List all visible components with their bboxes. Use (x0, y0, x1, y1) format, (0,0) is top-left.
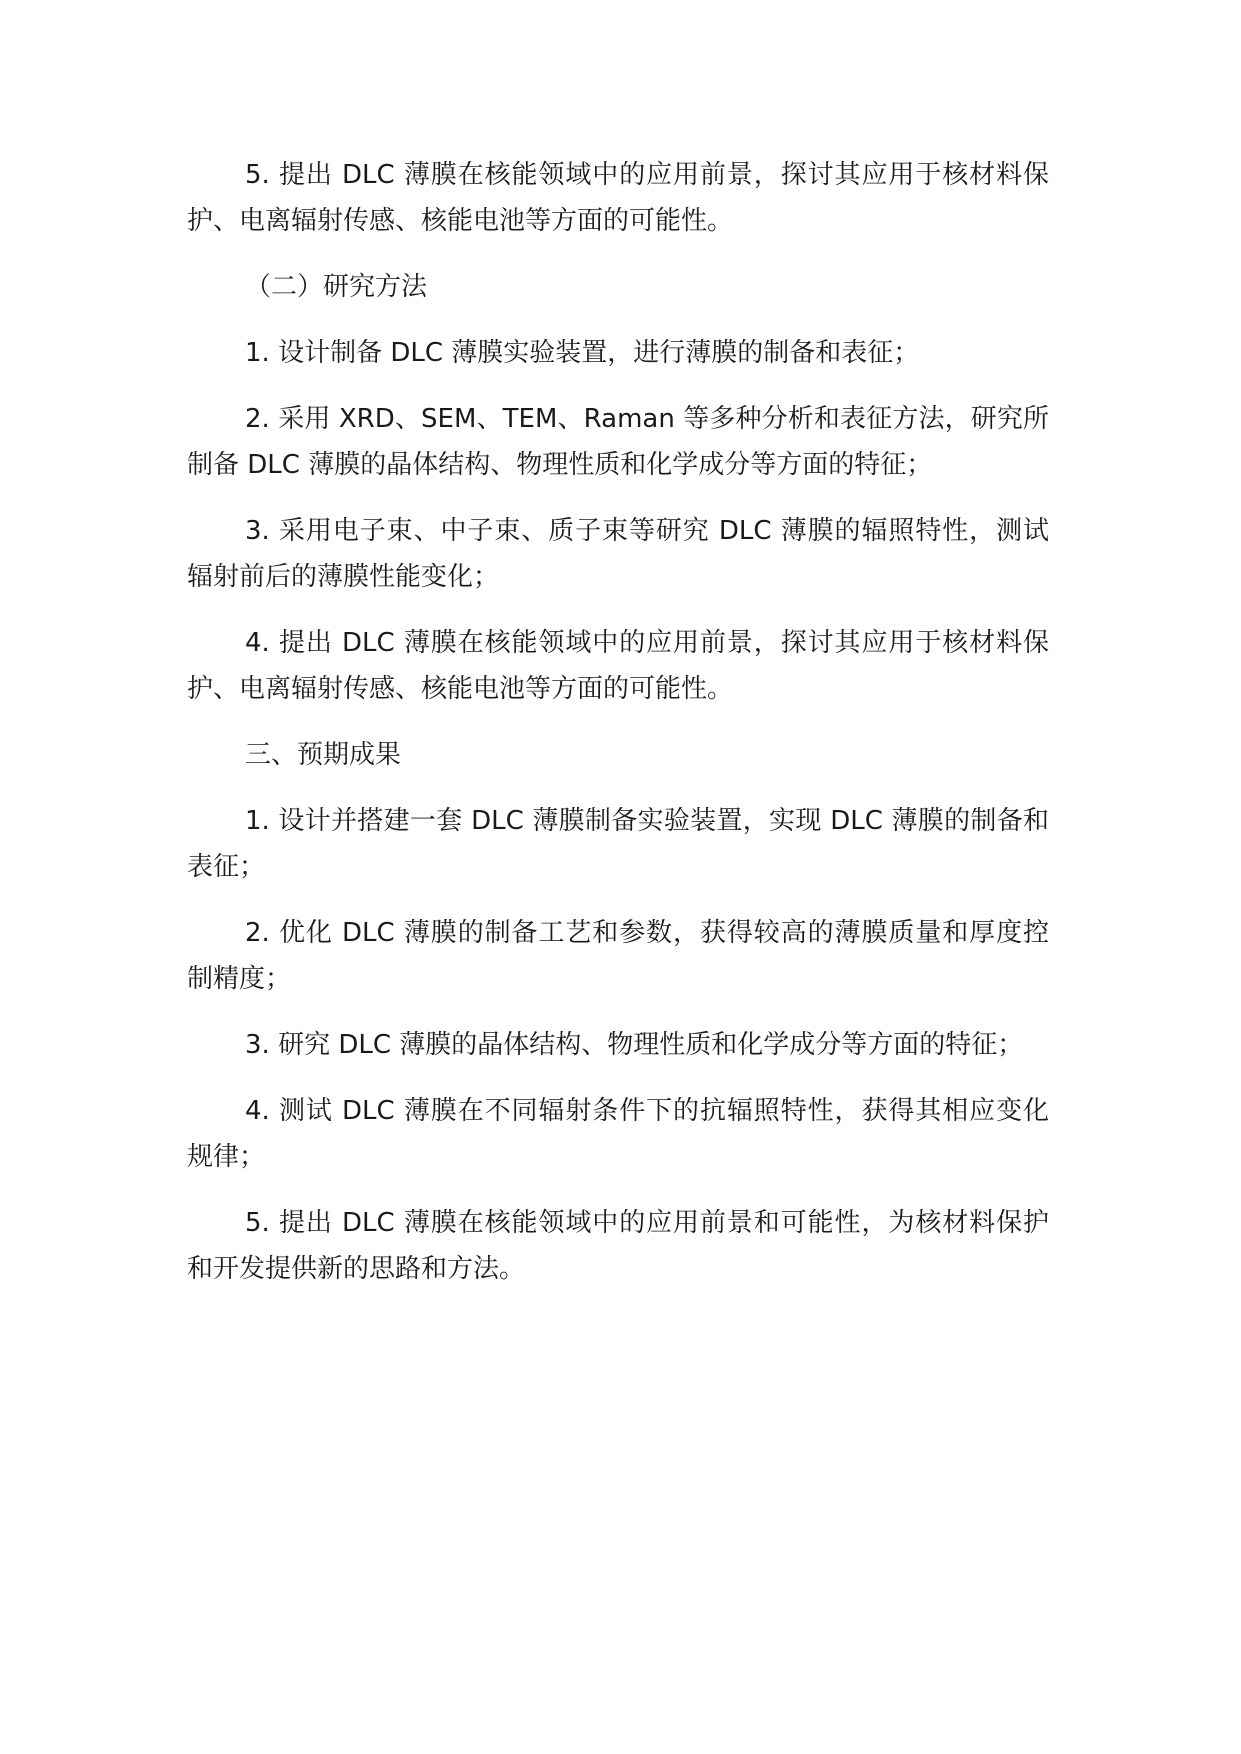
paragraph-method-1: 1. 设计制备 DLC 薄膜实验装置，进行薄膜的制备和表征； (245, 338, 920, 368)
document-body (187, 152, 1049, 1312)
paragraph-objective-5: 5. 提出 DLC 薄膜在核能领域中的应用前景，探讨其应用于核材料保护、电离辐射传感、核能电池等方面的可能性。 (187, 160, 1049, 236)
paragraph-method-3: 3. 采用电子束、中子束、质子束等研究 DLC 薄膜的辐照特性，测试辐射前后的薄膜性能变化； (187, 516, 1049, 592)
paragraph-result-1: 1. 设计并搭建一套 DLC 薄膜制备实验装置，实现 DLC 薄膜的制备和表征； (187, 806, 1049, 882)
paragraph-result-4: 4. 测试 DLC 薄膜在不同辐射条件下的抗辐照特性，获得其相应变化规律； (187, 1096, 1049, 1172)
paragraph-method-2: 2. 采用 XRD、SEM、TEM、Raman 等多种分析和表征方法，研究所制备 DLC 薄膜的晶体结构、物理性质和化学成分等方面的特征； (187, 404, 1049, 480)
section-heading-research-methods: （二）研究方法 (245, 272, 428, 302)
paragraph-method-4: 4. 提出 DLC 薄膜在核能领域中的应用前景，探讨其应用于核材料保护、电离辐射传感、核能电池等方面的可能性。 (187, 628, 1049, 704)
paragraph-result-5: 5. 提出 DLC 薄膜在核能领域中的应用前景和可能性，为核材料保护和开发提供新的思路和方法。 (187, 1208, 1049, 1284)
paragraph-result-3: 3. 研究 DLC 薄膜的晶体结构、物理性质和化学成分等方面的特征； (245, 1030, 1024, 1060)
paragraph-result-2: 2. 优化 DLC 薄膜的制备工艺和参数，获得较高的薄膜质量和厚度控制精度； (187, 918, 1049, 994)
section-heading-expected-results: 三、预期成果 (245, 740, 402, 770)
